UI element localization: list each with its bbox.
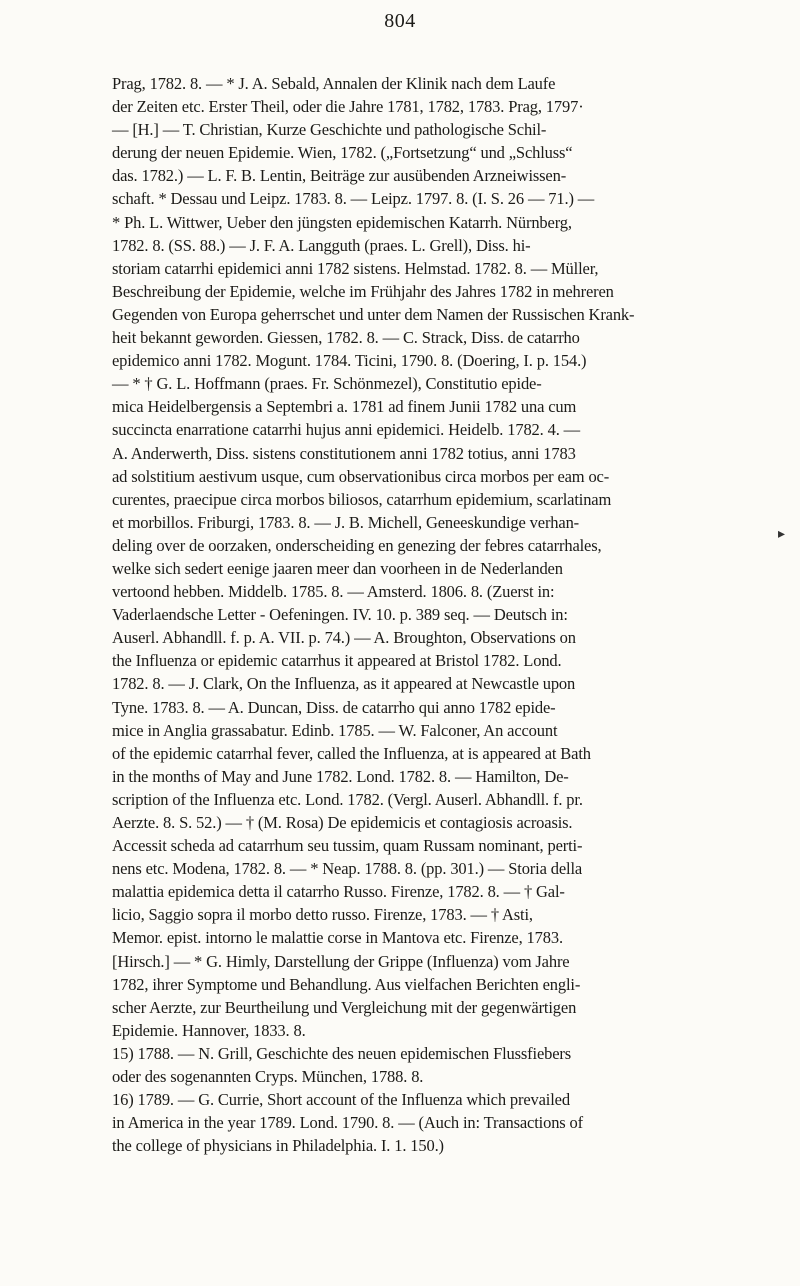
- text-line: in America in the year 1789. Lond. 1790. 8. — (Auch in: Transactions of: [112, 1113, 583, 1133]
- text-line: — [H.] — T. Christian, Kurze Geschichte und pathologische Schil-: [112, 120, 547, 140]
- text-line: of the epidemic catarrhal fever, called the Influenza, at is appeared at Bath: [112, 743, 591, 763]
- text-line: derung der neuen Epidemie. Wien, 1782. („Fortsetzung“ und „Schluss“: [112, 143, 573, 163]
- text-line: — * † G. L. Hoffmann (praes. Fr. Schönmezel), Constitutio epide-: [112, 374, 542, 394]
- text-line: succincta enarratione catarrhi hujus anni epidemici. Heidelb. 1782. 4. —: [112, 420, 580, 440]
- text-line: der Zeiten etc. Erster Theil, oder die Jahre 1781, 1782, 1783. Prag, 1797·: [112, 97, 584, 117]
- text-line: et morbillos. Friburgi, 1783. 8. — J. B. Michell, Geneeskundige verhan-: [112, 512, 580, 532]
- text-line: epidemico anni 1782. Mogunt. 1784. Ticini, 1790. 8. (Doering, I. p. 154.): [112, 351, 587, 371]
- text-line: 1782. 8. (SS. 88.) — J. F. A. Langguth (praes. L. Grell), Diss. hi-: [112, 235, 531, 255]
- text-line: schaft. * Dessau und Leipz. 1783. 8. — Leipz. 1797. 8. (I. S. 26 — 71.) —: [112, 189, 595, 209]
- text-line: mica Heidelbergensis a Septembri a. 1781 ad finem Junii 1782 una cum: [112, 397, 577, 417]
- text-line: in the months of May and June 1782. Lond. 1782. 8. — Hamilton, De-: [112, 766, 569, 786]
- text-line: das. 1782.) — L. F. B. Lentin, Beiträge zur ausübenden Arzneiwissen-: [112, 166, 567, 186]
- text-line: 1782, ihrer Symptome und Behandlung. Aus vielfachen Berichten engli-: [112, 974, 581, 994]
- text-line: [Hirsch.] — * G. Himly, Darstellung der Grippe (Influenza) vom Jahre: [112, 951, 570, 971]
- text-line: welke sich sedert eenige jaaren meer dan voorheen in de Nederlanden: [112, 558, 563, 578]
- page-number: 804: [384, 10, 416, 32]
- text-line: Tyne. 1783. 8. — A. Duncan, Diss. de catarrho qui anno 1782 epide-: [112, 697, 556, 717]
- text-line: Prag, 1782. 8. — * J. A. Sebald, Annalen der Klinik nach dem Laufe: [112, 74, 556, 93]
- text-line: the Influenza or epidemic catarrhus it appeared at Bristol 1782. Lond.: [112, 651, 562, 671]
- text-line: nens etc. Modena, 1782. 8. — * Neap. 1788. 8. (pp. 301.) — Storia della: [112, 859, 583, 879]
- text-line: 16) 1789. — G. Currie, Short account of the Influenza which prevailed: [112, 1090, 570, 1110]
- text-line: scher Aerzte, zur Beurtheilung und Vergleichung mit der gegenwärtigen: [112, 997, 577, 1017]
- text-line: Beschreibung der Epidemie, welche im Frühjahr des Jahres 1782 in mehreren: [112, 281, 614, 301]
- text-line: Aerzte. 8. S. 52.) — † (M. Rosa) De epidemicis et contagiosis acroasis.: [112, 813, 573, 832]
- text-line: mice in Anglia grassabatur. Edinb. 1785. — W. Falconer, An account: [112, 720, 558, 740]
- margin-arrow-icon: ▸: [778, 527, 786, 542]
- text-line: licio, Saggio sopra il morbo detto russo. Firenze, 1783. — † Asti,: [112, 905, 533, 925]
- text-line: A. Anderwerth, Diss. sistens constitutionem anni 1782 totius, anni 1783: [112, 443, 576, 463]
- bibliography-text: [112, 72, 800, 1154]
- text-line: the college of physicians in Philadelphia. I. 1. 150.): [112, 1136, 444, 1156]
- text-line: Memor. epist. intorno le malattie corse in Mantova etc. Firenze, 1783.: [112, 928, 563, 948]
- text-line: * Ph. L. Wittwer, Ueber den jüngsten epidemischen Katarrh. Nürnberg,: [112, 212, 572, 232]
- text-line: 1782. 8. — J. Clark, On the Influenza, as it appeared at Newcastle upon: [112, 674, 576, 694]
- text-line: scription of the Influenza etc. Lond. 1782. (Vergl. Auserl. Abhandll. f. pr.: [112, 789, 583, 809]
- text-line: ad solstitium aestivum usque, cum observationibus circa morbos per eam oc-: [112, 466, 610, 486]
- text-line: Auserl. Abhandll. f. p. A. VII. p. 74.) — A. Broughton, Observations on: [112, 628, 576, 648]
- text-line: deling over de oorzaken, onderscheiding en genezing der febres catarrhales,: [112, 535, 602, 555]
- text-line: Epidemie. Hannover, 1833. 8.: [112, 1020, 306, 1040]
- text-line: Vaderlaendsche Letter - Oefeningen. IV. 10. p. 389 seq. — Deutsch in:: [112, 605, 568, 625]
- text-line: Gegenden von Europa geherrschet und unter dem Namen der Russischen Krank-: [112, 304, 635, 324]
- text-line: vertoond hebben. Middelb. 1785. 8. — Amsterd. 1806. 8. (Zuerst in:: [112, 582, 555, 602]
- text-line: storiam catarrhi epidemici anni 1782 sistens. Helmstad. 1782. 8. — Müller,: [112, 258, 599, 278]
- text-line: curentes, praecipue circa morbos biliosos, catarrhum epidemium, scarlatinam: [112, 489, 612, 509]
- text-line: malattia epidemica detta il catarrho Russo. Firenze, 1782. 8. — † Gal-: [112, 882, 565, 902]
- text-line: oder des sogenannten Cryps. München, 1788. 8.: [112, 1067, 424, 1087]
- text-line: heit bekannt geworden. Giessen, 1782. 8. — C. Strack, Diss. de catarrho: [112, 328, 580, 348]
- text-line: Accessit scheda ad catarrhum seu tussim, quam Russam nominant, perti-: [112, 836, 583, 856]
- text-line: 15) 1788. — N. Grill, Geschichte des neuen epidemischen Flussfiebers: [112, 1043, 572, 1063]
